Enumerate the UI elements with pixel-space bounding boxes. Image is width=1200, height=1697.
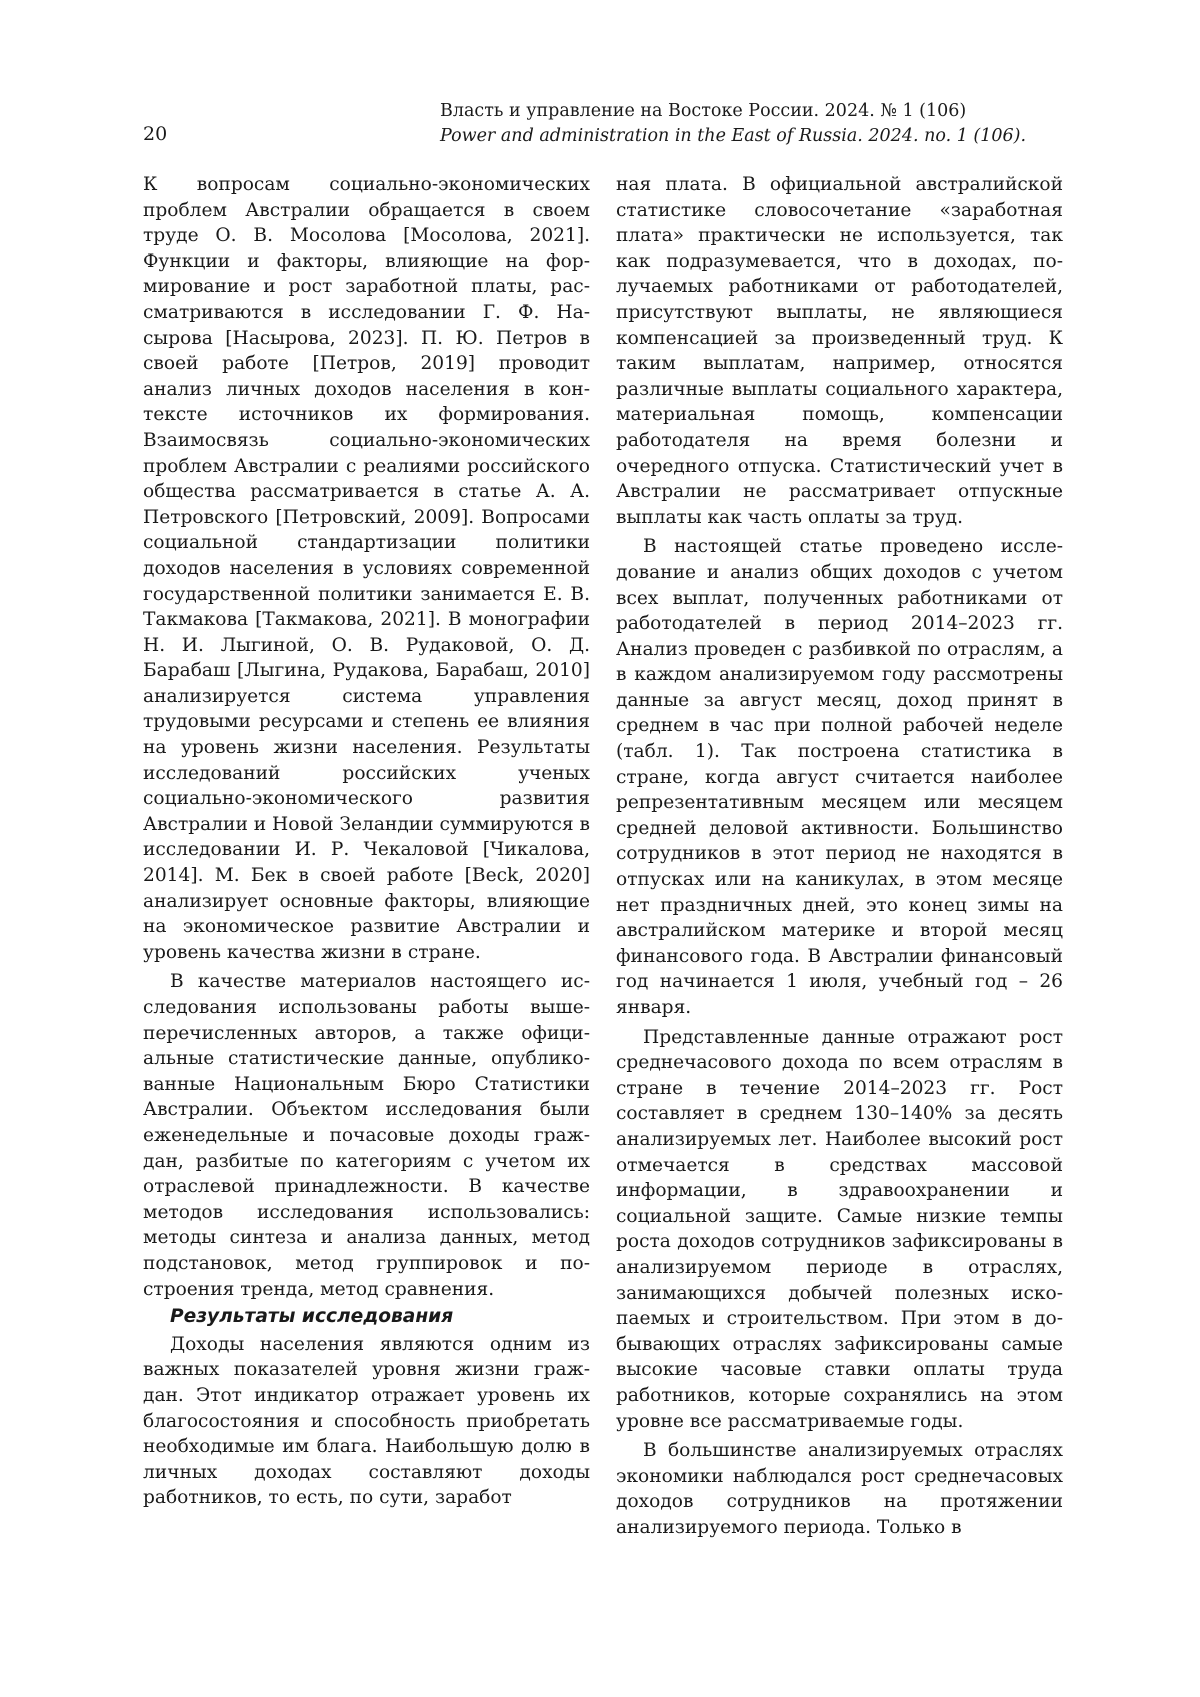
paragraph: ная плата. В официальной австралийской статистике словосочетание «заработная плата» практически не используется, так как подразумевается, что в доходах, получаемых работниками от работодателей, присутствуют выплаты, не являющиеся компенсацией за произведенный труд. К таким выплатам, например, относятся различные выплаты социального характера, материальная помощь, компенсации работодателя на время болезни и очередного отпуска. Статистический учет в Австралии не рассматривает отпускные выплаты как часть оплаты за труд. — [616, 174, 1063, 528]
paragraph: К вопросам социально-экономических проблем Австралии обращается в своем труде О. В. Мосолова [Мосолова, 2021]. Функции и факторы, влияющие на формирование и рост заработной платы, рассматриваются в исследовании Г. Ф. Насырова [Насырова, 2023]. П. Ю. Петров в своей работе [Петров, 2019] проводит анализ личных доходов населения в контексте источников их формирования. Взаимосвязь социально-экономических проблем Австралии с реалиями российского общества рассматривается в статье А. А. Петровского [Петровский, 2009]. Вопросами социальной стандартизации политики доходов населения в условиях современной государственной политики занимается Е. В. Такмакова [Такмакова, 2021]. В монографии Н. И. Лыгиной, О. В. Рудаковой, О. Д. Барабаш [Лыгина, Рудакова, Барабаш, 2010] анализируется система управления трудовыми ресурсами и степень ее влияния на уровень жизни населения. Результаты исследований российских ученых социально-экономического развития Австралии и Новой Зеландии суммируются в исследовании И. Р. Чекаловой [Чикалова, 2014]. М. Бек в своей работе [Beck, 2020] анализирует основные факторы, влияющие на экономическое развитие Австралии и уровень качества жизни в стране. — [143, 174, 590, 963]
paragraph: В большинстве анализируемых отраслях экономики наблюдался рост среднечасовых доходов сотрудников на протяжении анализируемого периода. Только в — [616, 1440, 1063, 1538]
section-heading: Результаты исследования — [170, 1306, 454, 1328]
article-body — [143, 172, 1063, 1540]
paragraph: В настоящей статье проведено исследование и анализ общих доходов с учетом всех выплат, полученных работниками от работодателей в период 2014–2023 гг. Анализ проведен с разбивкой по отраслям, а в каждом анализируемом году рассмотрены данные за август месяц, доход принят в среднем в час при полной рабочей неделе (табл. 1). Так построена статистика в стране, когда август считается наиболее репрезентативным месяцем или месяцем средней деловой активности. Большинство сотрудников в этот период не находятся в отпусках или на каникулах, в этом месяце нет праздничных дней, это конец зимы на австралийском материке и второй месяц финансового года. В Австралии финансовый год начинается 1 июля, учебный год – 26 января. — [616, 536, 1063, 1018]
right-column — [616, 172, 1063, 1540]
paragraph: Доходы населения являются одним из важных показателей уровня жизни граждан. Этот индикатор отражает уровень их благосостояния и способность приобретать необходимые им блага. Наибольшую долю в личных доходах составляют доходы работников, то есть, по сути, заработ — [143, 1333, 590, 1509]
left-column — [143, 172, 590, 1540]
journal-title-en: Power and administration in the East of Russia. 2024. no. 1 (106). — [440, 126, 1027, 146]
paragraph: В качестве материалов настоящего исследования использованы работы вышеперечисленных авторов, а также официальные статистические данные, опубликованные Национальным Бюро Статистики Австралии. Объектом исследования были еженедельные и почасовые доходы граждан, разбитые по категориям с учетом их отраслевой принадлежности. В качестве методов исследования использовались: методы синтеза и анализа данных, метод подстановок, метод группировок и построения тренда, метод сравнения. — [143, 971, 590, 1300]
journal-header — [440, 99, 1060, 149]
paragraph: Представленные данные отражают рост среднечасового дохода по всем отраслям в стране в течение 2014–2023 гг. Рост составляет в среднем 130–140% за десять анализируемых лет. Наиболее высокий рост отмечается в средствах массовой информации, в здравоохранении и социальной защите. Самые низкие темпы роста доходов сотрудников зафиксированы в анализируемом периоде в отраслях, занимающихся добычей полезных ископаемых и строительством. При этом в добывающих отраслях зафиксированы самые высокие часовые ставки оплаты труда работников, которые сохранялись на этом уровне все рассматриваемые годы. — [616, 1026, 1063, 1432]
journal-title-ru: Власть и управление на Востоке России. 2024. № 1 (106) — [440, 101, 967, 121]
page-number: 20 — [143, 123, 168, 145]
